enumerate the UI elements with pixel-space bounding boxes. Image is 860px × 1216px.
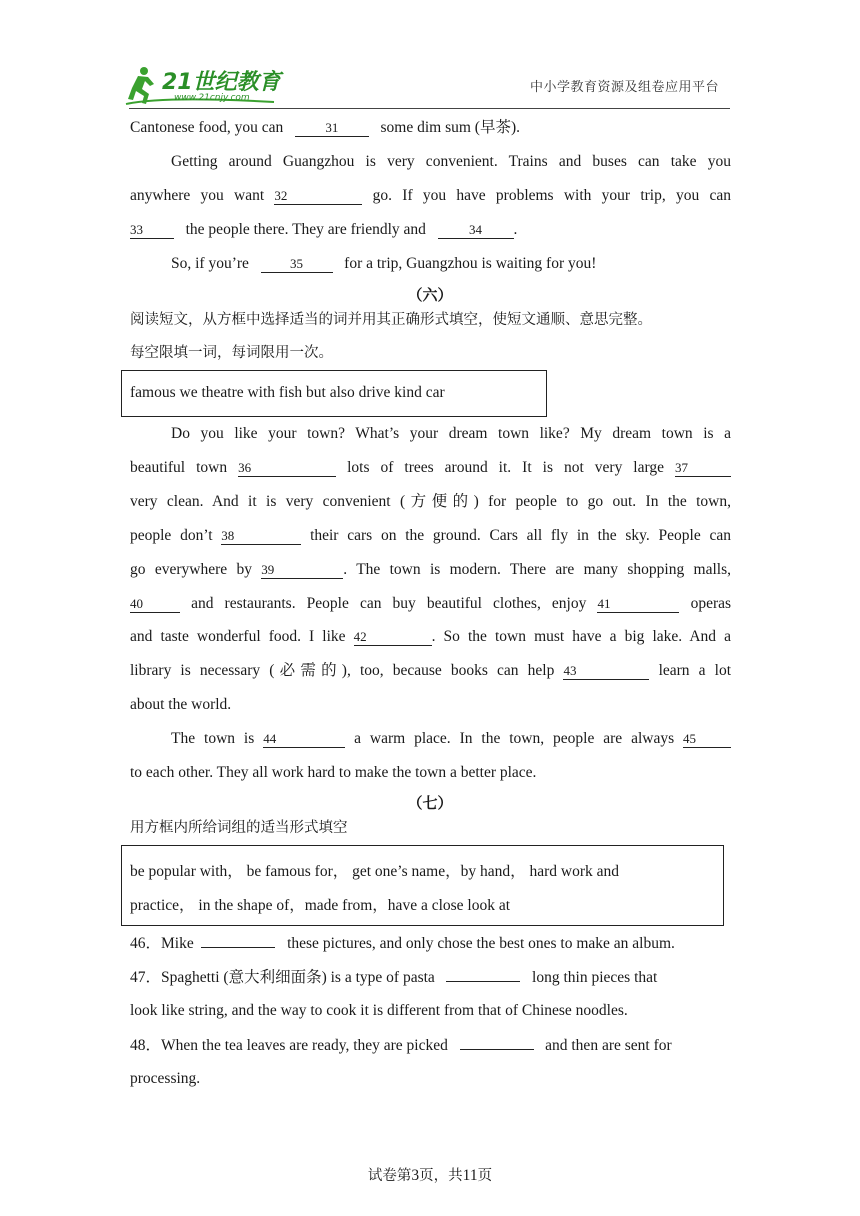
question-47: 47．Spaghetti (意大利细面条) is a type of pasta long thin pieces that [130,969,658,986]
blank-31[interactable]: 31 [295,121,369,137]
gz-line-1: Cantonese food, you can 31 some dim sum (早茶). [130,119,520,136]
blank-40[interactable]: 40 [130,597,180,613]
town-line-1: Do you like your town? What’s your dream town like? My dream town is a [171,425,731,442]
town-line-5: go everywhere by 39 . The town is modern. There are many shopping malls, [130,561,731,578]
question-48-cont: processing. [130,1070,201,1087]
blank-42[interactable]: 42 [354,630,432,646]
section-6-title: （六） [407,286,453,304]
blank-34[interactable]: 34 [438,223,514,239]
town-line-7: and taste wonderful food. I like 42 . So the town must have a big lake. And a [130,628,731,645]
svg-text:www.21cnjy.com: www.21cnjy.com [174,93,250,103]
blank-44[interactable]: 44 [263,732,345,748]
blank-35[interactable]: 35 [261,257,333,273]
site-logo [124,64,294,108]
town-line-9: about the world. [130,696,232,713]
blank-36[interactable]: 36 [238,461,336,477]
header-divider [129,108,730,109]
gz-line-2: Getting around Guangzhou is very convenient. Trains and buses can take you [171,153,731,170]
blank-32[interactable]: 32 [274,189,362,205]
town-line-11: to each other. They all work hard to make the town a better place. [130,764,537,781]
page-footer: 试卷第3页，共11页 [367,1167,493,1184]
gz-line-3: anywhere you want 32 go. If you have problems with your trip, you can [130,187,732,204]
svg-text:21世纪教育: 21世纪教育 [162,70,281,95]
answer-blank-47[interactable] [446,967,520,982]
town-line-10: The town is 44 a warm place. In the town, people are always 45 [171,729,731,749]
word-box-text: famous we theatre with fish but also drive kind car [130,384,445,401]
platform-name: 中小学教育资源及组卷应用平台 [529,80,719,95]
blank-37[interactable]: 37 [675,461,731,477]
town-line-8: library is necessary (必需的), too, because books can help 43 learn a lot [130,662,731,679]
blank-41[interactable]: 41 [597,597,679,613]
blank-33[interactable]: 33 [130,223,174,239]
blank-45[interactable]: 45 [683,732,731,748]
blank-38[interactable]: 38 [221,529,301,545]
blank-39[interactable]: 39 [261,563,343,579]
section-7-title: （七） [407,794,453,812]
question-48: 48．When the tea leaves are ready, they are picked and then are sent for [130,1037,672,1054]
answer-blank-48[interactable] [460,1035,534,1050]
section-6-instruction-2: 每空限填一词，每词限用一次。 [130,345,333,361]
town-line-2: beautiful town 36 lots of trees around it. It is not very large 37 [130,458,731,478]
gz-line-5: So, if you’re 35 for a trip, Guangzhou is waiting for you! [171,255,597,272]
phrase-box-line-2: practice， in the shape of，made from，have a close look at [130,897,511,914]
answer-blank-46[interactable] [201,933,275,948]
section-7-instruction: 用方框内所给词组的适当形式填空 [130,820,348,836]
blank-43[interactable]: 43 [563,664,649,680]
phrase-box-line-1: be popular with， be famous for， get one’s name，by hand， hard work and [130,863,619,880]
gz-line-4: 33 the people there. They are friendly and 34 . [130,221,518,238]
question-47-cont: look like string, and the way to cook it is different from that of Chinese noodles. [130,1002,628,1019]
question-46: 46．Mike these pictures, and only chose the best ones to make an album. [130,935,675,952]
town-line-6: 40 and restaurants. People can buy beautiful clothes, enjoy 41 operas [130,595,732,612]
town-line-4: people don’t 38 their cars on the ground. Cars all fly in the sky. People can [130,527,732,544]
town-line-3: very clean. And it is very convenient (方便的) for people to go out. In the town, [130,493,731,510]
section-6-instruction-1: 阅读短文，从方框中选择适当的词并用其正确形式填空，使短文通顺、意思完整。 [130,312,652,328]
